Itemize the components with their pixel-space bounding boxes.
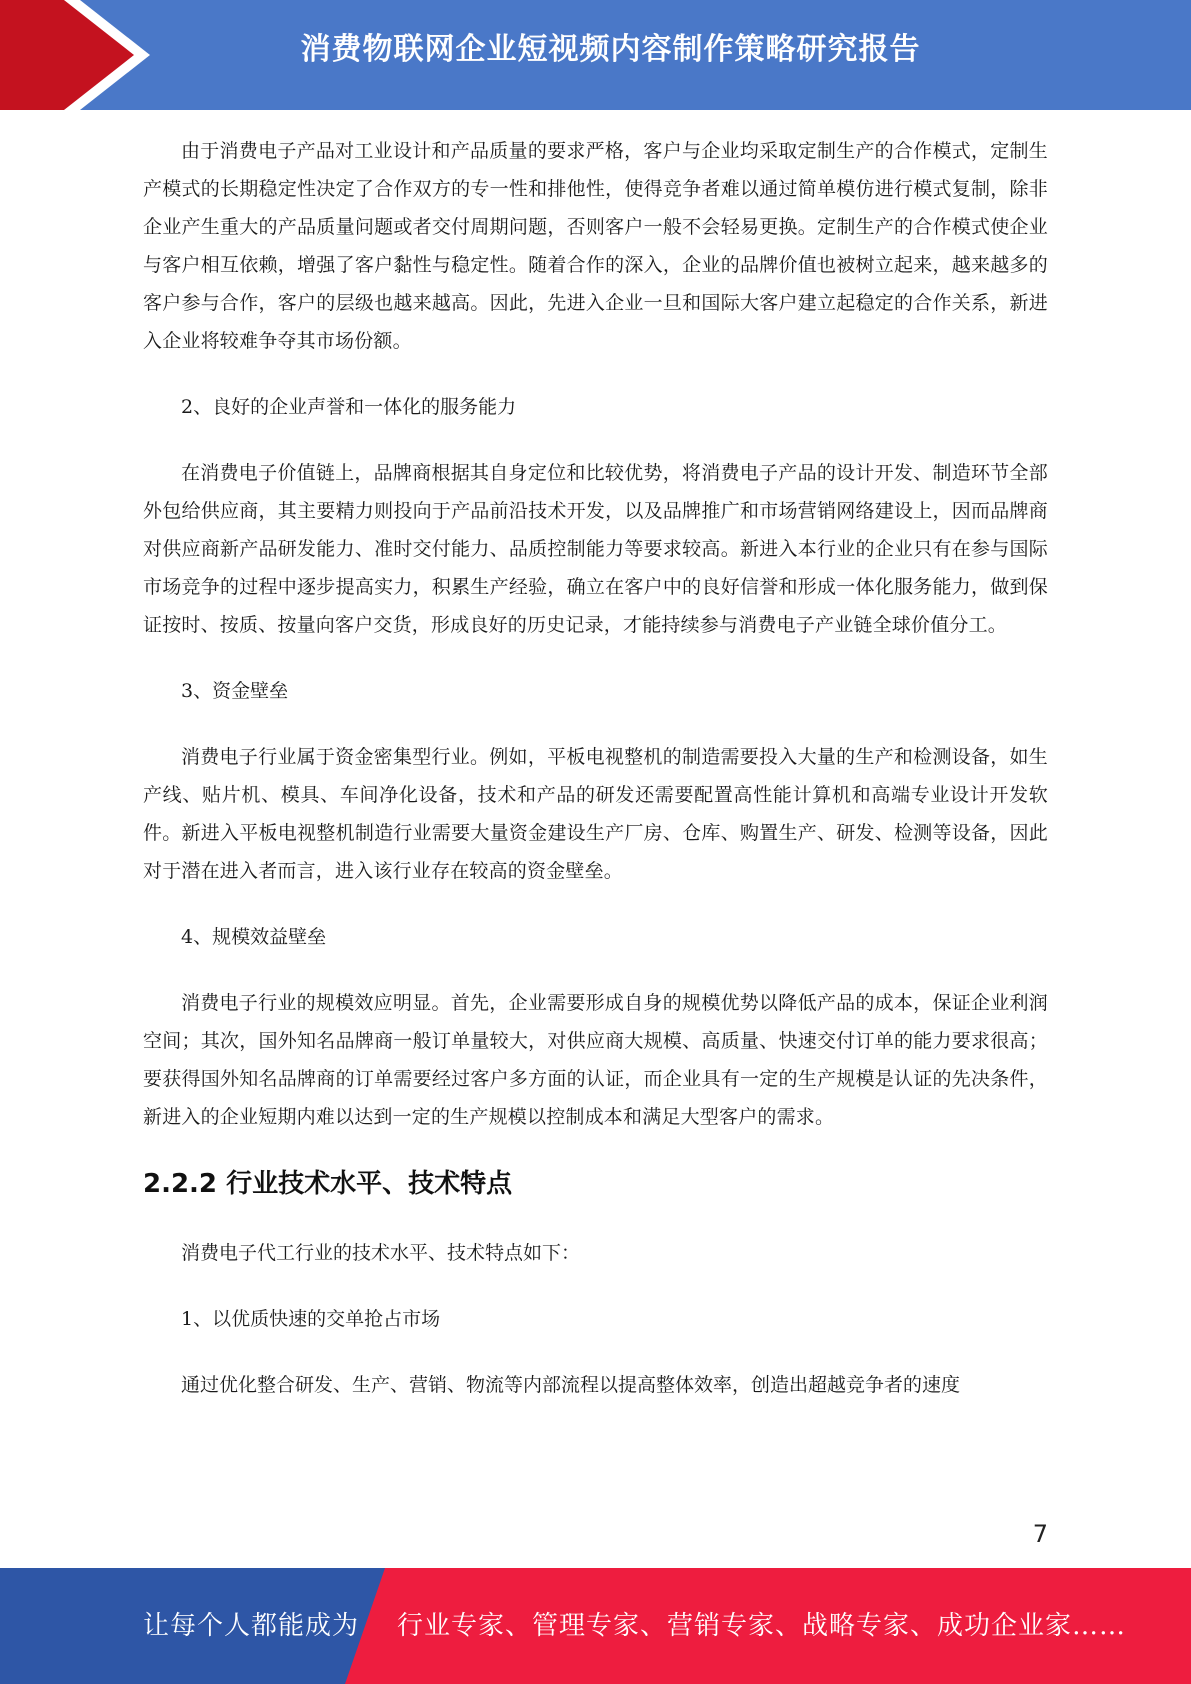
page-footer: [0, 1568, 1191, 1684]
paragraph-scale-barrier: 消费电子行业的规模效应明显。首先，企业需要形成自身的规模优势以降低产品的成本，保证企业利润空间；其次，国外知名品牌商一般订单量较大，对供应商大规模、高质量、快速交付订单的能力要求很高；要获得国外知名品牌商的订单需要经过客户多方面的认证，而企业具有一定的生产规模是认证的先决条件，新进入的企业短期内难以达到一定的生产规模以控制成本和满足大型客户的需求。: [143, 992, 1048, 1128]
subheading-reputation: 2、良好的企业声誉和一体化的服务能力: [181, 396, 517, 418]
footer-slogan-left: 让每个人都能成为: [143, 1611, 360, 1641]
section-heading-tech-level: 2.2.2 行业技术水平、技术特点: [143, 1169, 513, 1199]
subheading-capital-barrier: 3、资金壁垒: [181, 680, 289, 702]
paragraph-tech-intro: 消费电子代工行业的技术水平、技术特点如下：: [181, 1242, 581, 1264]
paragraph-process-optimization: 通过优化整合研发、生产、营销、物流等内部流程以提高整体效率，创造出超越竞争者的速度: [181, 1374, 961, 1396]
report-title: 消费物联网企业短视频内容制作策略研究报告: [300, 32, 921, 67]
subheading-fast-delivery: 1、以优质快速的交单抢占市场: [181, 1308, 441, 1330]
paragraph-custom-production: 由于消费电子产品对工业设计和产品质量的要求严格，客户与企业均采取定制生产的合作模式，定制生产模式的长期稳定性决定了合作双方的专一性和排他性，使得竞争者难以通过简单模仿进行模式复制，除非企业产生重大的产品质量问题或者交付周期问题，否则客户一般不会轻易更换。定制生产的合作模式使企业与客户相互依赖，增强了客户黏性与稳定性。随着合作的深入，企业的品牌价值也被树立起来，越来越多的客户参与合作，客户的层级也越来越高。因此，先进入企业一旦和国际大客户建立起稳定的合作关系，新进入企业将较难争夺其市场份额。: [143, 140, 1048, 352]
subheading-scale-barrier: 4、规模效益壁垒: [181, 926, 327, 948]
page-number: 7: [1032, 1520, 1048, 1548]
paragraph-value-chain: 在消费电子价值链上，品牌商根据其自身定位和比较优势，将消费电子产品的设计开发、制造环节全部外包给供应商，其主要精力则投向于产品前沿技术开发，以及品牌推广和市场营销网络建设上，因而品牌商对供应商新产品研发能力、准时交付能力、品质控制能力等要求较高。新进入本行业的企业只有在参与国际市场竞争的过程中逐步提高实力，积累生产经验，确立在客户中的良好信誉和形成一体化服务能力，做到保证按时、按质、按量向客户交货，形成良好的历史记录，才能持续参与消费电子产业链全球价值分工。: [143, 462, 1048, 636]
paragraph-capital-barrier: 消费电子行业属于资金密集型行业。例如，平板电视整机的制造需要投入大量的生产和检测设备，如生产线、贴片机、模具、车间净化设备，技术和产品的研发还需要配置高性能计算机和高端专业设计开发软件。新进入平板电视整机制造行业需要大量资金建设生产厂房、仓库、购置生产、研发、检测等设备，因此对于潜在进入者而言，进入该行业存在较高的资金壁垒。: [143, 746, 1048, 882]
document-body: [143, 132, 1048, 1432]
footer-slogan-right: 行业专家、管理专家、营销专家、战略专家、成功企业家……: [397, 1611, 1127, 1641]
page-header: [0, 0, 1191, 110]
